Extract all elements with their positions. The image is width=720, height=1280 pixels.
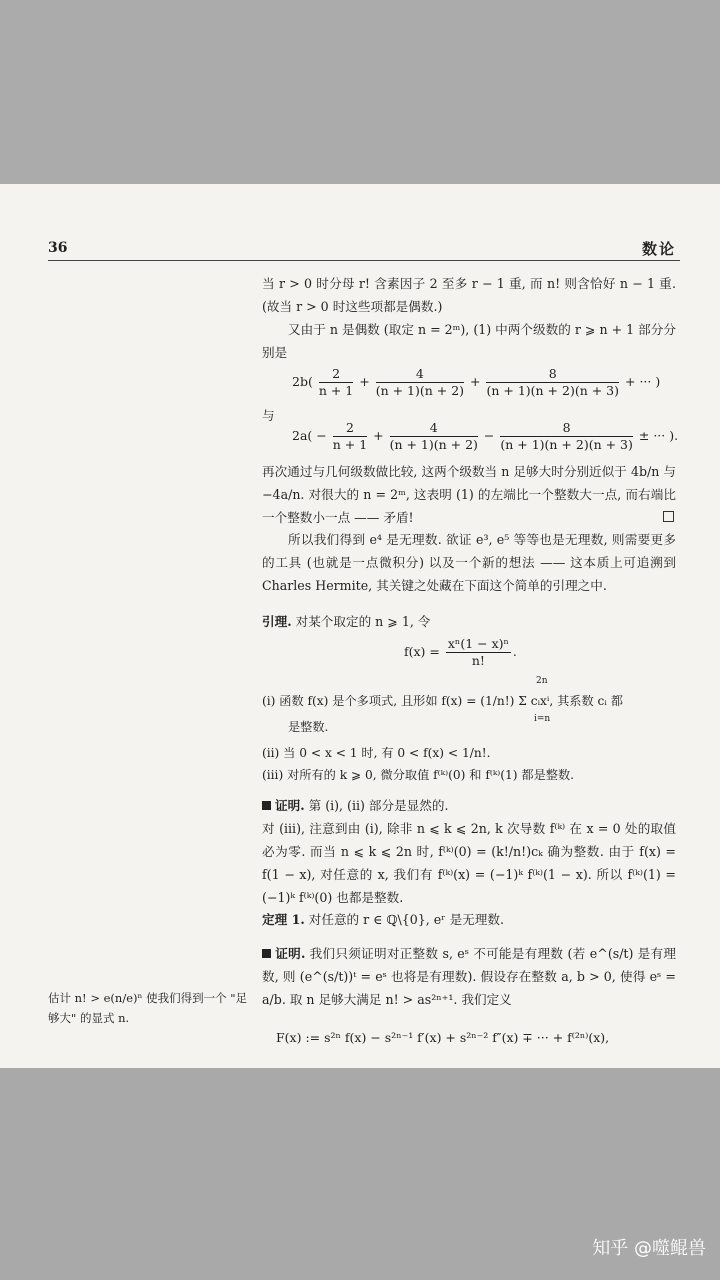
- eq1-frac-3-num: 8: [486, 366, 619, 383]
- definition-equation: F(x) := s²ⁿ f(x) − s²ⁿ⁻¹ f′(x) + s²ⁿ⁻² f″(x) ∓ ··· + f⁽²ⁿ⁾(x),: [276, 1030, 610, 1045]
- eq1-frac-1: [319, 366, 353, 399]
- proof-square-icon: [262, 801, 271, 810]
- eq1-frac-2-den: (n + 1)(n + 2): [375, 383, 465, 398]
- eq2-frac-3: [500, 420, 633, 453]
- sum-upper-limit: 2n: [536, 676, 548, 686]
- top-gray-band: [0, 0, 720, 184]
- paragraph-1: 当 r > 0 时分母 r! 含素因子 2 至多 r − 1 重, 而 n! 则含恰好 n − 1 重. (故当 r > 0 时这些项都是偶数.): [262, 276, 676, 314]
- proof-1-intro: 第 (i), (ii) 部分是显然的.: [308, 798, 449, 813]
- series-equation-1: 2b( $\frac{2}{n + 1}$ + $\frac{4}{(n + 1)(n + 2)}$ + $\frac{8}{(n + 1)(n + 2)(n + 3)}$ + ··· ): [292, 366, 661, 398]
- proof-1-body: 对 (iii), 注意到由 (i), 除非 n ⩽ k ⩽ 2n, k 次导数 f⁽ᵏ⁾ 在 x = 0 处的取值必为零. 而当 n ⩽ k ⩽ 2n 时, f⁽ᵏ⁾(0) = (k!/n!)cₖ 确为整数. 由于 f(x) = f(1 − x), 对任意的 x, 我们有 f⁽ᵏ⁾(x) = (−1)ᵏ f⁽ᵏ⁾(1 − x). 所以 f⁽ᵏ⁾(1) = (−1)ᵏ f⁽ᵏ⁾(0) 也都是整数.: [262, 821, 676, 905]
- lemma-item-i-text: (i) 函数 f(x) 是个多项式, 且形如 f(x) = (1/n!) Σ cᵢxⁱ, 其系数 cᵢ 都: [262, 694, 623, 708]
- page-number: 36: [48, 240, 68, 256]
- lemma-item-iii: (iii) 对所有的 k ⩾ 0, 微分取值 f⁽ᵏ⁾(0) 和 f⁽ᵏ⁾(1) 都是整数.: [262, 768, 575, 782]
- main-column-p4: [262, 528, 676, 597]
- lemma-equation: f(x) = $\frac{\text{xⁿ(1 − x)ⁿ}}{n!}$ .: [404, 636, 517, 668]
- eq1-tail: + ··· ): [625, 374, 661, 389]
- lemma-item-i: [262, 692, 623, 709]
- paragraph-4: 所以我们得到 e⁴ 是无理数. 欲证 e³, e⁵ 等等也是无理数, 则需要更多的工具 (也就是一点微积分) 以及一个新的想法 —— 这本质上可追溯到Charles Hermite, 其关键之处藏在下面这个简单的引理之中.: [262, 532, 676, 593]
- zhihu-watermark: 知乎 @噬鲲兽: [592, 1238, 706, 1259]
- running-title: 数论: [641, 240, 676, 258]
- eq1-frac-2-num: 4: [376, 366, 464, 383]
- lemma-eq-frac: [446, 636, 511, 669]
- eq2-frac-1-num: 2: [333, 420, 367, 437]
- theorem-text: 对任意的 r ∈ ℚ\{0}, eʳ 是无理数.: [308, 912, 504, 927]
- paragraph-2: 又由于 n 是偶数 (取定 n = 2ᵐ), (1) 中两个级数的 r ⩾ n + 1 部分分别是: [262, 322, 676, 360]
- proof-2-body: 我们只须证明对正整数 s, eˢ 不可能是有理数 (若 e^(s/t) 是有理数, 则 (e^(s/t))ᵗ = eˢ 也将是有理数). 假设存在整数 a, b > 0, 使得 eˢ = a/b. 取 n 足够大满足 n! > as²ⁿ⁺¹. 我们定义: [262, 946, 676, 1007]
- lemma-label: 引理.: [262, 614, 292, 629]
- eq2-lead: 2a( −: [292, 428, 327, 443]
- eq1-frac-3-den: (n + 1)(n + 2)(n + 3): [486, 383, 620, 398]
- proof-square-icon-2: [262, 949, 271, 958]
- lemma-item-i-cont: 是整数.: [288, 720, 329, 734]
- eq1-frac-3: [486, 366, 619, 399]
- eq2-frac-3-num: 8: [500, 420, 633, 437]
- book-page: [0, 184, 720, 1068]
- eq1-frac-1-den: n + 1: [318, 383, 354, 398]
- lemma-heading: [262, 610, 676, 633]
- proof-2: [262, 942, 676, 1011]
- eq2-frac-1-den: n + 1: [332, 437, 368, 452]
- paragraph-3: 再次通过与几何级数做比较, 这两个级数当 n 足够大时分别近似于 4b/n 与 −4a/n. 对很大的 n = 2ᵐ, 这表明 (1) 的左端比一个整数大一点, 而右端比一个整数小一点 —— 矛盾!: [262, 464, 676, 525]
- eq1-frac-2: [376, 366, 464, 399]
- lemma-item-ii: (ii) 当 0 < x < 1 时, 有 0 < f(x) < 1/n!.: [262, 746, 491, 760]
- series-equation-2: 2a( − $\frac{2}{n + 1}$ + $\frac{4}{(n + 1)(n + 2)}$ − $\frac{8}{(n + 1)(n + 2)(n + 3)}$ ± ··· ).: [292, 420, 679, 452]
- lemma-eq-den: n!: [471, 653, 485, 668]
- lemma-eq-num: xⁿ(1 − x)ⁿ: [447, 636, 509, 651]
- lemma-eq-lhs: f(x) =: [404, 644, 440, 659]
- proof-2-label: 证明.: [275, 946, 306, 961]
- header-rule: [48, 260, 680, 261]
- eq2-tail: ± ··· ).: [638, 428, 679, 443]
- and-word: 与: [262, 408, 275, 423]
- eq1-frac-1-num: 2: [319, 366, 353, 383]
- main-column-top: [262, 272, 676, 364]
- theorem-label: 定理 1.: [262, 912, 305, 927]
- proof-1: [262, 794, 676, 909]
- sum-lower-limit: i=n: [534, 714, 551, 724]
- lemma-text: 对某个取定的 n ⩾ 1, 令: [295, 614, 431, 629]
- eq2-frac-2: [390, 420, 478, 453]
- theorem-1: [262, 908, 676, 931]
- margin-note: 估计 n! > e(n/e)ⁿ 使我们得到一个 "足够大" 的显式 n.: [48, 991, 248, 1025]
- eq2-frac-2-num: 4: [390, 420, 478, 437]
- qed-box-1: [663, 511, 674, 522]
- eq2-frac-2-den: (n + 1)(n + 2): [389, 437, 478, 452]
- eq2-frac-1: [333, 420, 367, 453]
- eq2-frac-3-den: (n + 1)(n + 2)(n + 3): [500, 437, 633, 452]
- main-column-middle: [262, 460, 676, 529]
- proof-1-label: 证明.: [275, 798, 305, 813]
- eq1-lead: 2b(: [292, 374, 313, 389]
